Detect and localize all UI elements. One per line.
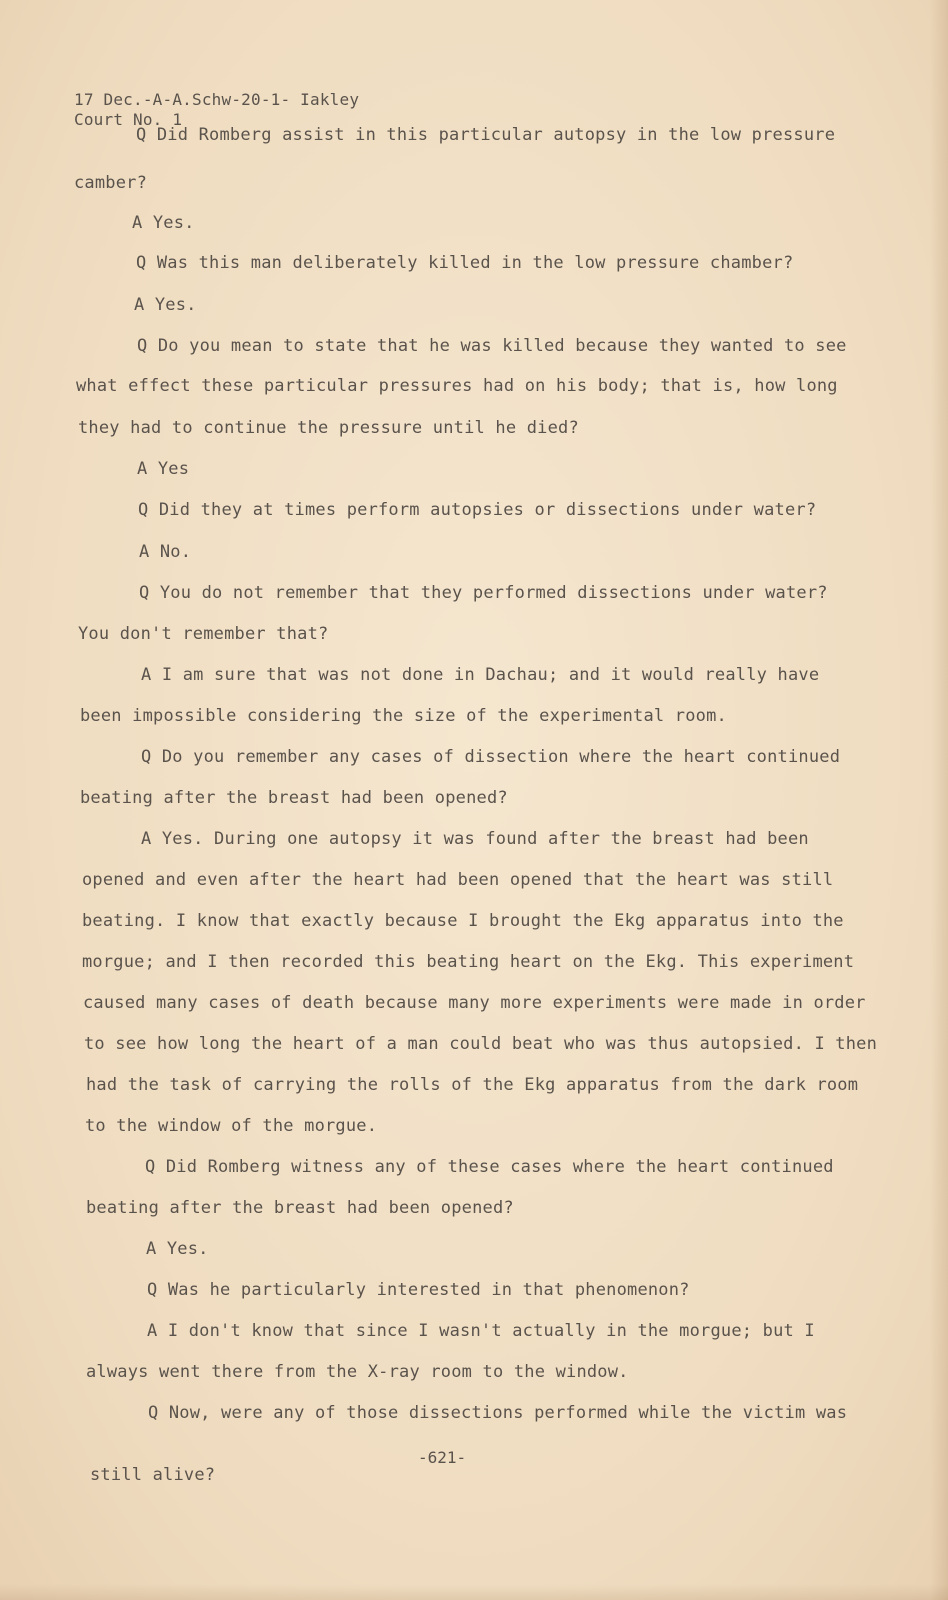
transcript-line: A Yes. During one autopsy it was found after the breast had been: [141, 829, 809, 849]
transcript-line: to see how long the heart of a man could beat who was thus autopsied. I then: [84, 1034, 878, 1054]
transcript-line: Q Did they at times perform autopsies or dissections under water?: [138, 500, 817, 520]
header-reference-line: 17 Dec.-A-A.Schw-20-1- Iakley: [74, 90, 360, 109]
page-edge-shadow-bottom: [0, 1584, 948, 1600]
transcript-line: Q Do you remember any cases of dissection where the heart continued: [141, 747, 841, 767]
header-court-line: Court No. 1: [74, 110, 183, 129]
transcript-line: Q Now, were any of those dissections performed while the victim was: [148, 1403, 848, 1423]
transcript-line: Q Did Romberg witness any of these cases where the heart continued: [145, 1157, 834, 1177]
transcript-line: Q Do you mean to state that he was killed because they wanted to see: [137, 336, 847, 356]
transcript-line: camber?: [74, 173, 148, 193]
transcript-line: morgue; and I then recorded this beating heart on the Ekg. This experiment: [82, 952, 855, 972]
transcript-line: A I don't know that since I wasn't actually in the morgue; but I: [147, 1321, 815, 1341]
transcript-line: A Yes: [137, 459, 190, 479]
transcript-line: they had to continue the pressure until he died?: [78, 418, 579, 438]
transcript-line: what effect these particular pressures had on his body; that is, how long: [76, 376, 838, 396]
transcript-line: A Yes.: [146, 1239, 209, 1259]
transcript-line: caused many cases of death because many more experiments were made in order: [83, 993, 866, 1013]
transcript-line: Q Was this man deliberately killed in the low pressure chamber?: [136, 253, 794, 273]
transcript-line: still alive?: [90, 1465, 216, 1485]
transcript-line: Q Did Romberg assist in this particular autopsy in the low pressure: [136, 125, 836, 145]
transcript-line: opened and even after the heart had been opened that the heart was still: [82, 870, 834, 890]
transcript-line: A I am sure that was not done in Dachau; and it would really have: [141, 665, 820, 685]
page-edge-shadow-right: [930, 0, 948, 1600]
transcript-line: beating. I know that exactly because I brought the Ekg apparatus into the: [82, 911, 844, 931]
page-number: -621-: [418, 1448, 467, 1467]
transcript-line: You don't remember that?: [78, 624, 329, 644]
transcript-line: always went there from the X-ray room to the window.: [86, 1362, 629, 1382]
transcript-line: beating after the breast had been opened?: [80, 788, 508, 808]
transcript-line: been impossible considering the size of the experimental room.: [80, 706, 727, 726]
transcript-line: A Yes.: [132, 213, 195, 233]
transcript-line: beating after the breast had been opened?: [86, 1198, 514, 1218]
transcript-line: Q You do not remember that they performed dissections under water?: [139, 583, 828, 603]
transcript-line: had the task of carrying the rolls of the Ekg apparatus from the dark room: [86, 1075, 859, 1095]
transcript-line: A Yes.: [134, 295, 197, 315]
transcript-line: Q Was he particularly interested in that phenomenon?: [147, 1280, 690, 1300]
transcript-line: A No.: [139, 542, 192, 562]
transcript-line: to the window of the morgue.: [85, 1116, 378, 1136]
